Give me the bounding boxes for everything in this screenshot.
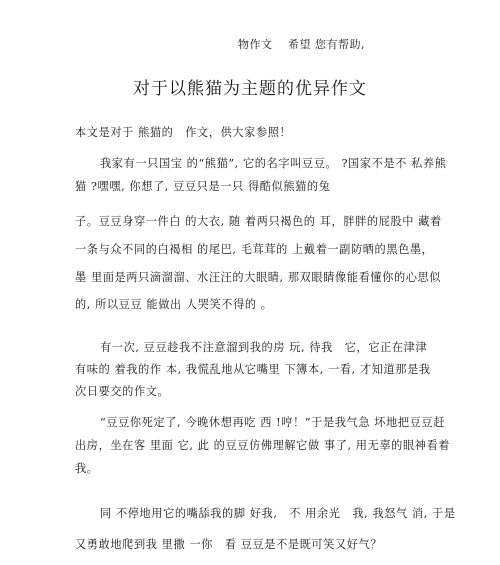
body-line: 的, 所以豆豆 能做出 人哭笑不得的 。 bbox=[75, 298, 273, 311]
body-line: 有味的 着我的作 本, 我慌乱地从它嘴里 下簿本, 一看, 才知道那是我 bbox=[75, 363, 431, 376]
intro-paragraph: 本文是对于 熊猫的 作文，供大家参照！ bbox=[75, 126, 292, 139]
body-line: 次日要交的作文。 bbox=[75, 385, 170, 398]
page-title: 对于以熊猫为主题的优异作文 bbox=[133, 79, 367, 99]
body-line: 有一次, 豆豆趁我不注意溜到我的房 玩, 待我 它，它正在津津 bbox=[100, 341, 428, 354]
body-line: 子。豆豆身穿一件白 的大衣, 随 着两只褐色的 耳，胖胖的屁股中 藏着 bbox=[75, 215, 442, 228]
page-header: 物作文 希望 您有帮助, bbox=[238, 38, 365, 51]
body-line: 又勇敢地爬到我 里撒 一你 看 豆豆是不是既可笑又好气？ bbox=[75, 538, 383, 551]
body-line: 一条与众不同的白褐相 的尾巴, 毛茸茸的 上戴着一副防晒的黑色墨， bbox=[75, 243, 434, 256]
body-line: 我。 bbox=[75, 462, 99, 475]
body-line: 猫 ?嘿嘿, 你想了, 豆豆只是一只 得酷似熊猫的兔 bbox=[75, 180, 331, 193]
body-line: 墨 里面是两只滴溜溜、水汪汪的大眼睛, 那双眼睛像能看懂你的心思似 bbox=[75, 271, 442, 284]
body-line: 同 不停地用它的嘴舔我的脚 好我, 不 用余光 我, 我怒气 消, 于是 bbox=[100, 507, 456, 520]
body-line: “豆豆你死定了, 今晚休想再吃 西 !哼！”于是我气急 坏地把豆豆赶 bbox=[100, 416, 445, 429]
body-line: 我家有一只国宝 的“熊猫”, 它的名字叫豆豆。 ?国家不是不 私养熊 bbox=[100, 157, 447, 170]
body-line: 出房，坐在客 里面 它, 此 的豆豆仿佛理解它做 事了, 用无辜的眼神看着 bbox=[75, 439, 451, 452]
